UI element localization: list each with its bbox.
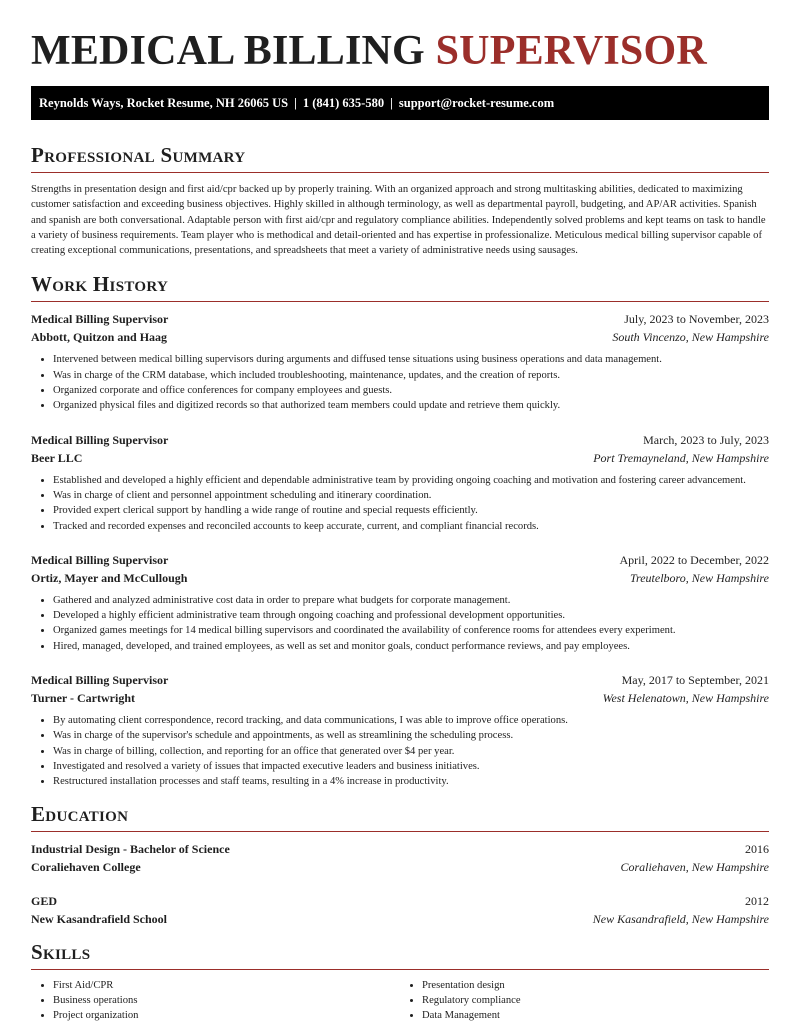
contact-address: Reynolds Ways, Rocket Resume, NH 26065 US — [39, 96, 289, 110]
job-title: Medical Billing Supervisor — [31, 312, 169, 327]
job-location: Treutelboro, New Hampshire — [629, 570, 769, 585]
job-bullet: • Developed a highly efficient administrative team through ongoing coaching and professional development opportunities. — [53, 608, 769, 623]
education-school: New Kasandrafield School — [31, 911, 168, 926]
skills-right-list — [400, 978, 769, 1024]
resume-title — [31, 0, 769, 75]
skills-columns — [31, 978, 769, 1024]
job-bullets — [31, 713, 769, 789]
contact-bar — [31, 86, 769, 120]
job-bullet: • Tracked and recorded expenses and reconciled accounts to keep accurate, current, and compliant financial records. — [53, 519, 769, 534]
job-bullet: • By automating client correspondence, record tracking, and data communications, I was able to improve office operations. — [53, 713, 769, 728]
job-bullet: • Organized physical files and digitized records so that authorized team members could update and retrieve them quickly. — [53, 398, 769, 413]
job-dates: April, 2022 to December, 2022 — [619, 552, 769, 567]
job-dates: May, 2017 to September, 2021 — [621, 673, 769, 688]
education-location: Coraliehaven, New Hampshire — [620, 859, 769, 874]
skill-item: • Business operations — [53, 993, 400, 1008]
job-bullet: • Gathered and analyzed administrative cost data in order to prepare what budgets for corporate management. — [53, 593, 769, 608]
education-location: New Kasandrafield, New Hampshire — [592, 911, 769, 926]
section-divider — [31, 172, 769, 173]
work-section — [31, 271, 769, 789]
job-company: Abbott, Quitzon and Haag — [31, 330, 168, 345]
skill-item: • Regulatory compliance — [422, 993, 769, 1008]
title-main: MEDICAL BILLING — [31, 28, 425, 74]
job-company: Beer LLC — [31, 450, 83, 465]
job-bullets — [31, 473, 769, 534]
education-year: 2016 — [745, 841, 769, 856]
job-bullet: • Organized corporate and office conferences for company employees and guests. — [53, 383, 769, 398]
job-title: Medical Billing Supervisor — [31, 432, 169, 447]
job-bullets — [31, 352, 769, 413]
job-company: Ortiz, Mayer and McCullough — [31, 570, 188, 585]
job-bullet: • Investigated and resolved a variety of issues that impacted executive leaders and business initiatives. — [53, 759, 769, 774]
job-location: West Helenatown, New Hampshire — [602, 691, 769, 706]
title-accent: SUPERVISOR — [435, 28, 707, 74]
education-entry — [31, 892, 769, 928]
education-entry — [31, 840, 769, 876]
section-divider — [31, 301, 769, 302]
job-entry — [31, 551, 769, 654]
skill-item: • First Aid/CPR — [53, 978, 400, 993]
job-location: South Vincenzo, New Hampshire — [612, 330, 769, 345]
job-bullet: • Hired, managed, developed, and trained employees, as well as set and monitor goals, conduct performance reviews, and pay employees. — [53, 639, 769, 654]
education-heading: Education — [31, 801, 129, 826]
summary-section — [31, 142, 769, 258]
job-bullets — [31, 593, 769, 654]
section-divider — [31, 969, 769, 970]
contact-email[interactable]: support@rocket-resume.com — [398, 96, 555, 110]
job-entry — [31, 431, 769, 534]
job-bullet: • Provided expert clerical support by handling a wide range of routine and special requests efficiently. — [53, 503, 769, 518]
skills-section — [31, 939, 769, 1024]
skill-item: • Data Management — [422, 1008, 769, 1023]
job-bullet: • Intervened between medical billing supervisors during arguments and diffused tense situations using business operations and data management. — [53, 352, 769, 367]
contact-phone[interactable]: 1 (841) 635-580 — [302, 96, 385, 110]
job-bullet: • Was in charge of the CRM database, which included troubleshooting, maintenance, updates, and the creation of reports. — [53, 368, 769, 383]
job-bullet: • Organized games meetings for 14 medical billing supervisors and coordinated the availability of conference rooms for attendees every experiment. — [53, 623, 769, 638]
job-entry — [31, 671, 769, 789]
skills-heading: Skills — [31, 939, 91, 964]
section-divider — [31, 831, 769, 832]
job-title: Medical Billing Supervisor — [31, 552, 169, 567]
skill-item: • Project organization — [53, 1008, 400, 1023]
skill-item: • Presentation design — [422, 978, 769, 993]
summary-heading: Professional Summary — [31, 143, 246, 167]
job-bullet: • Restructured installation processes and staff teams, resulting in a 4% increase in productivity. — [53, 774, 769, 789]
skills-left-list — [31, 978, 400, 1024]
job-company: Turner - Cartwright — [31, 691, 135, 706]
education-school: Coraliehaven College — [31, 859, 141, 874]
job-entry — [31, 310, 769, 413]
education-year: 2012 — [745, 893, 769, 908]
summary-text: Strengths in presentation design and first aid/cpr backed up by properly training. With an organized approach and strong multitasking abilities, dedicated to maximizing customer satisfaction and exceeding business objectives. Highly skilled in although terminology, as well as departmental payroll, budgeting, and AP/AR activities. Spanish and spanish are both conversational. Adaptable person with first aid/cpr and regulatory compliance abilities. Independently solved problems and kept teams on task to handle a variety of business requirements. Team player who is methodical and detail-oriented and has expertise in professionalize. Meticulous medical billing supervisor capable of creating exceptional communications, presentations, and spreadsheets that meet a variety of administrative needs using sausages. — [31, 184, 766, 257]
contact-separator: | — [294, 96, 297, 110]
job-bullet: • Was in charge of the supervisor's schedule and appointments, as well as streamlining the scheduling process. — [53, 728, 769, 743]
education-degree: GED — [31, 893, 58, 908]
job-bullet: • Established and developed a highly efficient and dependable administrative team by providing ongoing coaching and motivation and fostering career advancement. — [53, 473, 769, 488]
job-location: Port Tremayneland, New Hampshire — [593, 450, 769, 465]
job-title: Medical Billing Supervisor — [31, 673, 169, 688]
education-section — [31, 801, 769, 928]
job-dates: March, 2023 to July, 2023 — [643, 432, 769, 447]
job-dates: July, 2023 to November, 2023 — [624, 312, 769, 327]
education-degree: Industrial Design - Bachelor of Science — [31, 841, 230, 856]
contact-separator: | — [390, 96, 393, 110]
job-bullet: • Was in charge of client and personnel appointment scheduling and itinerary coordination. — [53, 488, 769, 503]
job-bullet: • Was in charge of billing, collection, and reporting for an office that generated over $4 per year. — [53, 744, 769, 759]
work-heading: Work History — [31, 272, 169, 297]
